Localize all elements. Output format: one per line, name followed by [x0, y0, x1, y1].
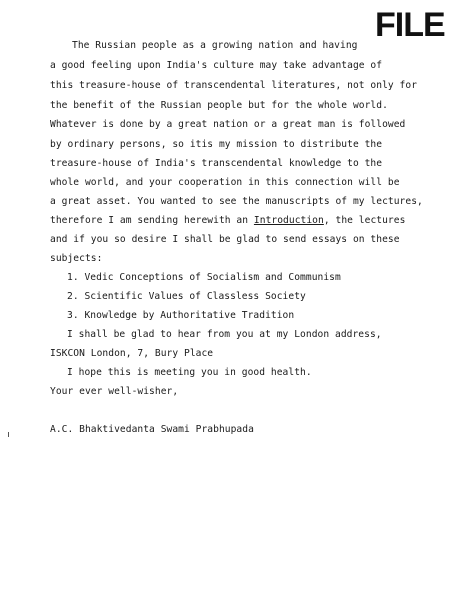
letter-line: by ordinary persons, so itis my mission to distribute the: [50, 139, 383, 150]
letter-line: a great asset. You wanted to see the manuscripts of my lectures,: [50, 196, 423, 207]
letter-line: whole world, and your cooperation in this connection will be: [50, 177, 400, 188]
letter-line: I shall be glad to hear from you at my London address,: [67, 329, 382, 340]
list-item: 3. Knowledge by Authoritative Tradition: [67, 310, 295, 321]
letter-text: therefore I am sending herewith an: [50, 215, 254, 226]
letter-line: The Russian people as a growing nation and having: [72, 40, 358, 51]
address-line: ISKCON London, 7, Bury Place: [50, 348, 214, 359]
letter-line: I hope this is meeting you in good health.: [67, 367, 312, 378]
letter-line: a good feeling upon India's culture may take advantage of: [50, 60, 383, 71]
signature-line: A.C. Bhaktivedanta Swami Prabhupada: [50, 424, 254, 435]
file-stamp: FILE: [375, 6, 445, 44]
letter-line: subjects:: [50, 253, 103, 264]
letter-line: [50, 215, 405, 227]
scan-speck: [8, 432, 9, 437]
letter-line: Whatever is done by a great nation or a great man is followed: [50, 119, 406, 130]
list-item: 1. Vedic Conceptions of Socialism and Communism: [67, 272, 341, 283]
closing-line: Your ever well-wisher,: [50, 386, 179, 397]
introduction-link-text: Introduction: [253, 215, 324, 226]
letter-text: , the lectures: [323, 215, 406, 226]
letter-line: and if you so desire I shall be glad to send essays on these: [50, 234, 400, 245]
letter-line: the benefit of the Russian people but for the whole world.: [50, 100, 388, 111]
letter-line: treasure-house of India's transcendental knowledge to the: [50, 158, 383, 169]
letter-line: this treasure-house of transcendental literatures, not only for: [50, 80, 418, 91]
list-item: 2. Scientific Values of Classless Society: [67, 291, 306, 302]
